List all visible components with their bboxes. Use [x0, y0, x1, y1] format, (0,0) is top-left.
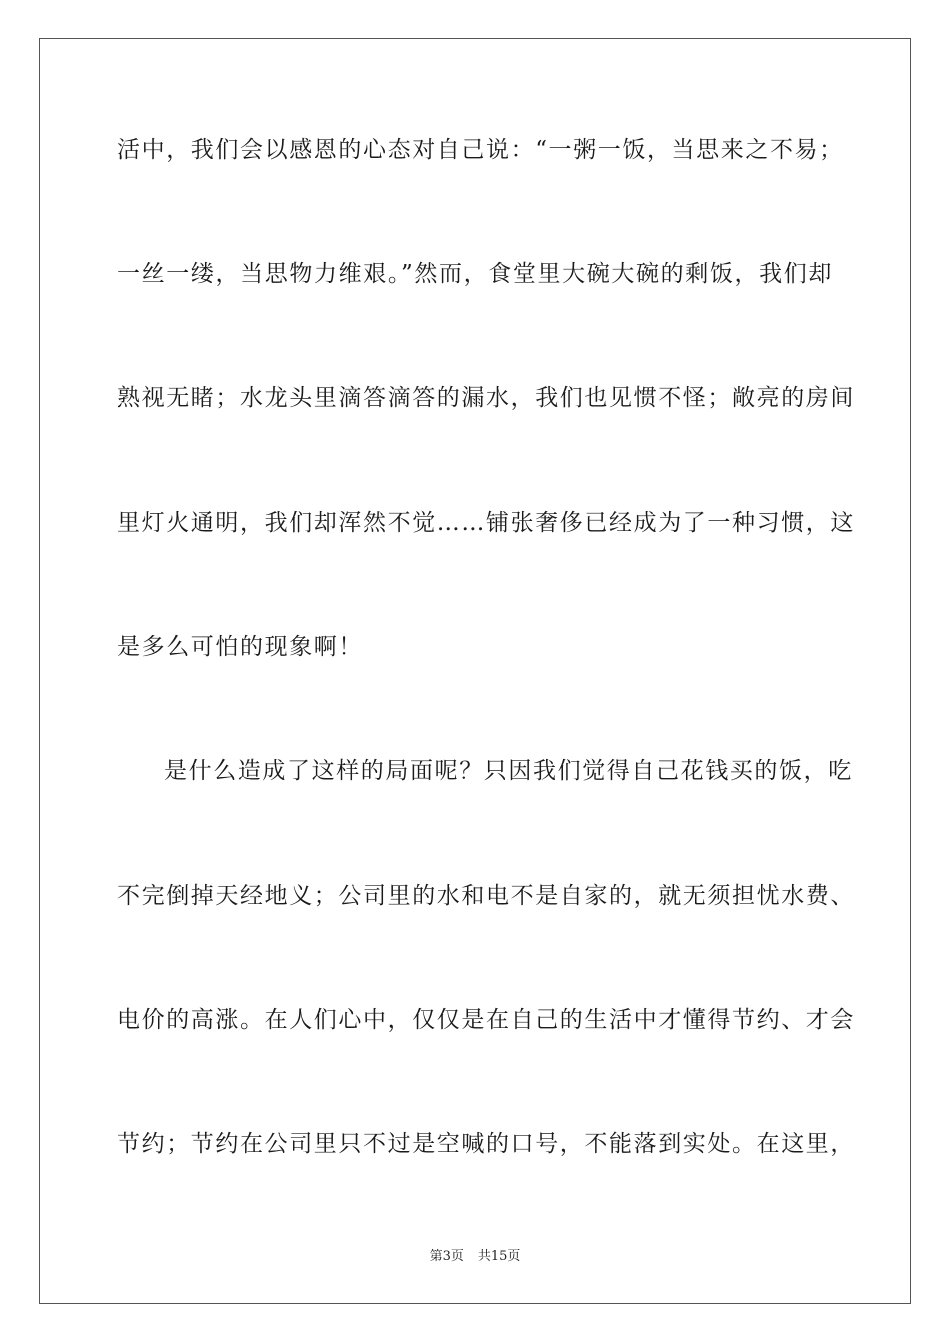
- paragraph-line: 是什么造成了这样的局面呢？只因我们觉得自己花钱买的饭，吃: [164, 758, 853, 784]
- page-number: 第3页: [429, 1249, 464, 1264]
- paragraph-line: 是多么可怕的现象啊！: [117, 634, 363, 660]
- paragraph-line: 熟视无睹；水龙头里滴答滴答的漏水，我们也见惯不怪；敞亮的房间: [117, 385, 855, 411]
- paragraph-line: 活中，我们会以感恩的心态对自己说：“一粥一饭，当思来之不易；: [117, 137, 844, 163]
- page-footer: [0, 1248, 950, 1266]
- paragraph-line: 一丝一缕，当思物力维艰。”然而，食堂里大碗大碗的剩饭，我们却: [117, 261, 833, 287]
- paragraph-line: 不完倒掉天经地义；公司里的水和电不是自家的，就无须担忧水费、: [117, 883, 855, 909]
- paragraph-line: 节约；节约在公司里只不过是空喊的口号，不能落到实处。在这里，: [117, 1131, 855, 1157]
- paragraph-line: 里灯火通明，我们却浑然不觉……铺张奢侈已经成为了一种习惯，这: [117, 510, 855, 536]
- paragraph-line: 电价的高涨。在人们心中，仅仅是在自己的生活中才懂得节约、才会: [117, 1007, 855, 1033]
- page-total: 共15页: [477, 1249, 521, 1264]
- page-border: [39, 38, 911, 1304]
